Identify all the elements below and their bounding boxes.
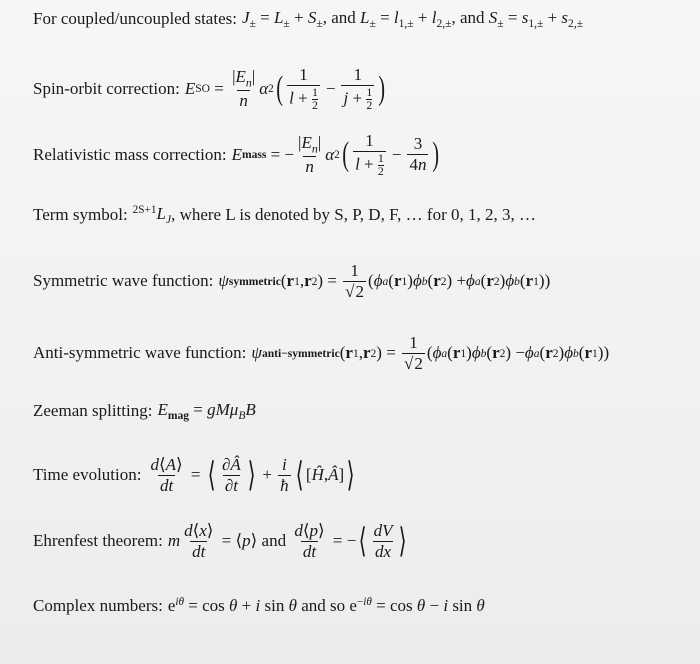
complex-numbers-label: Complex numbers:: [33, 596, 163, 616]
zeeman-label: Zeeman splitting:: [33, 401, 153, 421]
anti-symmetric-label: Anti-symmetric wave function:: [33, 343, 247, 363]
spin-orbit-formula: E SO = $\frac{|E_n|}{n}$ α 2 ( 1 l + $\frac{1}{2}$ − 1 j + $\frac{1}{2}$ ): [184, 65, 386, 112]
symmetric-formula: ψ symmetric ( r 1 , r 2 ) = $\frac{1}{√2}$ ( ϕ a ( r 1 ) ϕ b ( r 2 ) + ϕ a ( r 2 ) ϕ b ( r 1 )): [218, 261, 551, 301]
ehrenfest-label: Ehrenfest theorem:: [33, 531, 163, 551]
ehrenfest-row: [33, 522, 690, 561]
complex-numbers-row: [33, 596, 690, 616]
anti-symmetric-row: [33, 334, 690, 373]
term-symbol-row: [33, 204, 690, 226]
time-evolution-label: Time evolution:: [33, 465, 142, 485]
relativistic-mass-label: Relativistic mass correction:: [33, 144, 227, 164]
spin-orbit-label: Spin-orbit correction:: [33, 78, 180, 98]
term-symbol-formula: $^{2S+1}L_J$: [132, 204, 172, 227]
coupled-and-2: and: [459, 8, 485, 27]
coupled-label: For coupled/uncoupled states:: [33, 9, 237, 29]
complex-numbers-formula: $e^{i\theta} = \cos \theta + i$ sin θ and so $e^{-i\theta} = \cos \theta - i$ sin θ: [167, 596, 485, 616]
time-evolution-row: [33, 456, 690, 495]
term-symbol-label: Term symbol:: [33, 205, 128, 225]
symmetric-row: [33, 262, 690, 301]
zeeman-formula: $E_{mag} = gM\mu_BB$: [157, 400, 256, 423]
coupled-states-row: [33, 8, 690, 30]
ehrenfest-formula: m $\frac{d⟨x⟩}{dt}$ = ⟨ p ⟩ and $\frac{d⟨p⟩}{dt}$ = − ⟨ $\frac{dV}{dx}$ ⟩: [167, 521, 408, 561]
anti-symmetric-formula: ψ anti−symmetric ( r 1 , r 2 ) = $\frac{1}{√2}$ ( ϕ a ( r 1 ) ϕ b ( r 2 ) − ϕ a ( r 2 ) ϕ b ( r 1 )): [251, 333, 610, 373]
ehrenfest-and: and: [261, 531, 287, 551]
relativistic-mass-formula: E mass = − $\frac{|E_n|}{n}$ α 2 ( 1 l + $\frac{1}{2}$ − $\frac{3}{4n}$ ): [231, 131, 440, 178]
complex-and: and so: [301, 596, 346, 616]
relativistic-mass-row: [33, 132, 690, 178]
zeeman-row: [33, 400, 690, 422]
symmetric-label: Symmetric wave function:: [33, 271, 214, 291]
spin-orbit-row: [33, 66, 690, 112]
time-evolution-formula: $\frac{d⟨A⟩}{dt}$ = ⟨ $\frac{\partial Â}{\partial t}$ ⟩ + $\frac{i}{ħ}$ ⟨ [ Ĥ , Â ] ⟩: [150, 455, 355, 495]
coupled-formula: $J_\pm = L_\pm + S_\pm$, and $L_\pm = l_{1,\pm} + l_{2,\pm}$, and $S_\pm = s_{1,\pm} + s_{2,\pm}$: [241, 8, 584, 31]
term-symbol-text: , where L is denoted by S, P, D, F, … for 0, 1, 2, 3, …: [171, 205, 536, 225]
coupled-and-1: and: [331, 8, 356, 27]
